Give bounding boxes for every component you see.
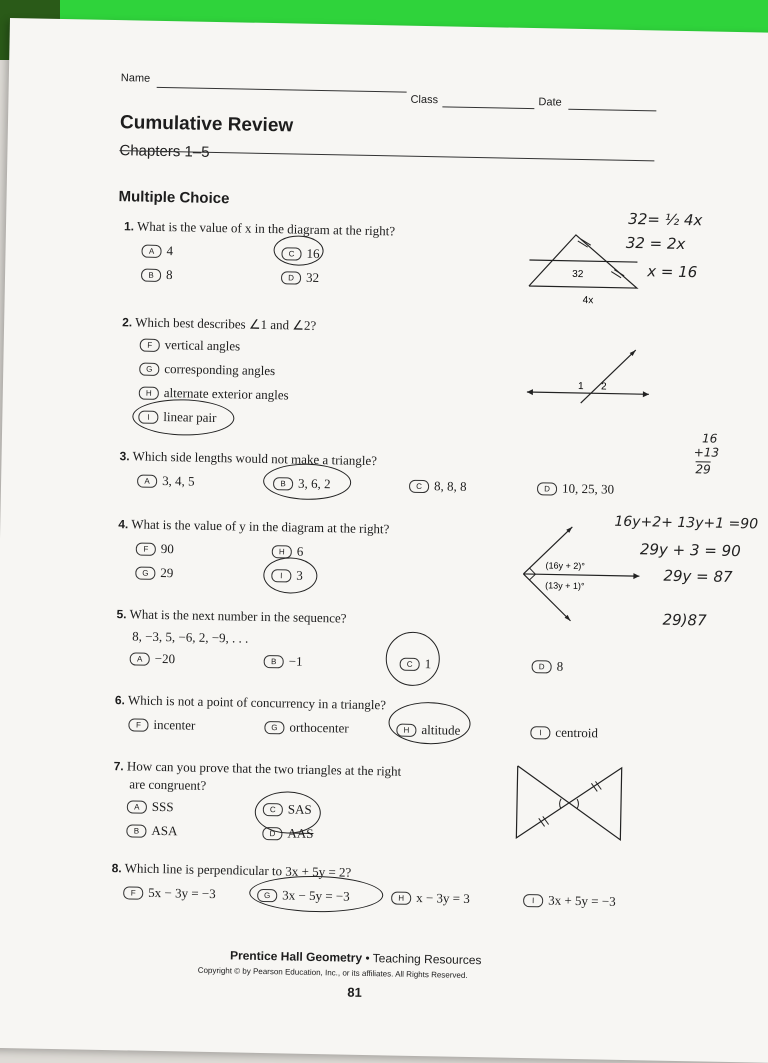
q1-option-a[interactable]: A 4 — [141, 243, 173, 260]
q6-option-f[interactable]: F incenter — [128, 716, 195, 733]
q4-work-line-2: 29y + 3 = 90 — [639, 540, 741, 561]
q6-option-h[interactable]: H altitude — [396, 722, 460, 739]
q1-work-line-2: 32 = 2x — [625, 233, 686, 254]
svg-text:(16y + 2)°: (16y + 2)° — [545, 560, 586, 572]
q7-option-d[interactable]: D AAS — [262, 825, 313, 842]
class-line — [442, 106, 534, 109]
q1-option-b[interactable]: B 8 — [141, 267, 173, 284]
footer-brand-line: Prentice Hall Geometry • Teaching Resources — [229, 948, 482, 968]
q4-option-h[interactable]: H 6 — [272, 543, 304, 560]
worksheet-page — [0, 18, 768, 1063]
q3-answer-circle — [263, 463, 352, 501]
svg-text:(13y + 1)°: (13y + 1)° — [545, 580, 585, 592]
q3-work-line-3: 29 — [695, 462, 711, 477]
q4-answer-circle — [263, 557, 318, 594]
q2-option-h[interactable]: H alternate exterior angles — [139, 385, 289, 404]
svg-text:2: 2 — [600, 381, 607, 393]
q4-work-line-1: 16y+2+ 13y+1 =90 — [614, 513, 759, 533]
page-title: Cumulative Review — [119, 112, 294, 137]
q7-option-b[interactable]: B ASA — [126, 822, 177, 839]
q2-option-g[interactable]: G corresponding angles — [139, 361, 275, 380]
question-7: 7. How can you prove that the two triangles at the right — [113, 758, 402, 779]
name-line — [157, 87, 407, 93]
class-label: Class — [410, 93, 439, 107]
page-subtitle: Chapters 1–5 — [119, 142, 210, 161]
page-number: 81 — [347, 984, 362, 1000]
q4-work-line-4: 29)87 — [662, 610, 707, 630]
q1-answer-circle — [273, 235, 324, 266]
q2-answer-circle — [132, 398, 235, 436]
q5-option-b[interactable]: B −1 — [264, 653, 303, 670]
question-3: 3. Which side lengths would not make a triangle? — [119, 448, 378, 469]
date-label: Date — [538, 96, 562, 109]
q8-option-h[interactable]: H x − 3y = 3 — [391, 889, 470, 907]
q2-option-f[interactable]: F vertical angles — [140, 337, 241, 355]
q8-option-f[interactable]: F 5x − 3y = −3 — [123, 884, 216, 902]
q8-answer-circle — [249, 875, 384, 914]
q5-sequence: 8, −3, 5, −6, 2, −9, . . . — [132, 628, 249, 646]
q5-option-c[interactable]: C 1 — [400, 656, 432, 673]
q7-option-c[interactable]: C SAS — [263, 801, 312, 818]
q5-option-d[interactable]: D 8 — [532, 658, 564, 675]
q3-option-b[interactable]: B 3, 6, 2 — [273, 475, 331, 492]
q2-angle-diagram — [523, 344, 654, 406]
q4-work-line-3: 29y = 87 — [663, 566, 733, 586]
q4-angle-diagram — [515, 522, 647, 624]
q7-option-a[interactable]: A SSS — [127, 798, 174, 815]
q7-triangles-diagram — [512, 762, 626, 844]
q4-option-i[interactable]: I 3 — [271, 567, 303, 584]
q6-option-i[interactable]: I centroid — [530, 724, 598, 741]
date-line — [568, 109, 656, 112]
name-label: Name — [120, 72, 151, 85]
q1-option-c[interactable]: C 16 — [281, 245, 319, 262]
question-7-line-2: are congruent? — [129, 776, 207, 793]
question-4: 4. What is the value of y in the diagram at the right? — [118, 516, 390, 537]
q6-answer-circle — [388, 701, 471, 745]
question-5: 5. What is the next number in the sequence? — [116, 606, 347, 626]
q1-mid-label: 32 — [572, 268, 584, 281]
q5-answer-circle — [385, 631, 440, 686]
q1-base-label: 4x — [582, 295, 594, 307]
q1-work-line-3: x = 16 — [647, 262, 698, 282]
q2-option-i[interactable]: I linear pair — [138, 409, 216, 426]
q3-option-a[interactable]: A 3, 4, 5 — [137, 473, 195, 490]
q6-option-g[interactable]: G orthocenter — [264, 719, 348, 737]
section-heading: Multiple Choice — [118, 188, 230, 208]
q4-option-f[interactable]: F 90 — [136, 541, 174, 558]
q3-option-d[interactable]: D 10, 25, 30 — [537, 480, 614, 497]
q4-option-g[interactable]: G 29 — [135, 565, 173, 582]
question-1: 1. What is the value of x in the diagram at the right? — [123, 218, 396, 239]
q1-option-d[interactable]: D 32 — [281, 269, 319, 286]
q8-option-g[interactable]: G 3x − 5y = −3 — [257, 887, 350, 905]
q5-option-a[interactable]: A −20 — [130, 650, 176, 667]
question-8: 8. Which line is perpendicular to 3x + 5y = 2? — [111, 860, 352, 880]
q1-work-line-1: 32= ½ 4x — [628, 209, 703, 230]
question-6: 6. Which is not a point of concurrency in a triangle? — [114, 692, 387, 713]
svg-text:1: 1 — [577, 380, 584, 393]
footer-copyright: Copyright © by Pearson Education, Inc., or its affiliates. All Rights Reserved. — [197, 965, 468, 980]
q3-option-c[interactable]: C 8, 8, 8 — [409, 478, 467, 495]
q3-work-line-2: +13 — [693, 445, 720, 460]
q8-option-i[interactable]: I 3x + 5y = −3 — [523, 892, 616, 910]
q3-work-line-1: 16 — [701, 431, 718, 446]
question-2: 2. Which best describes ∠1 and ∠2? — [122, 314, 317, 333]
